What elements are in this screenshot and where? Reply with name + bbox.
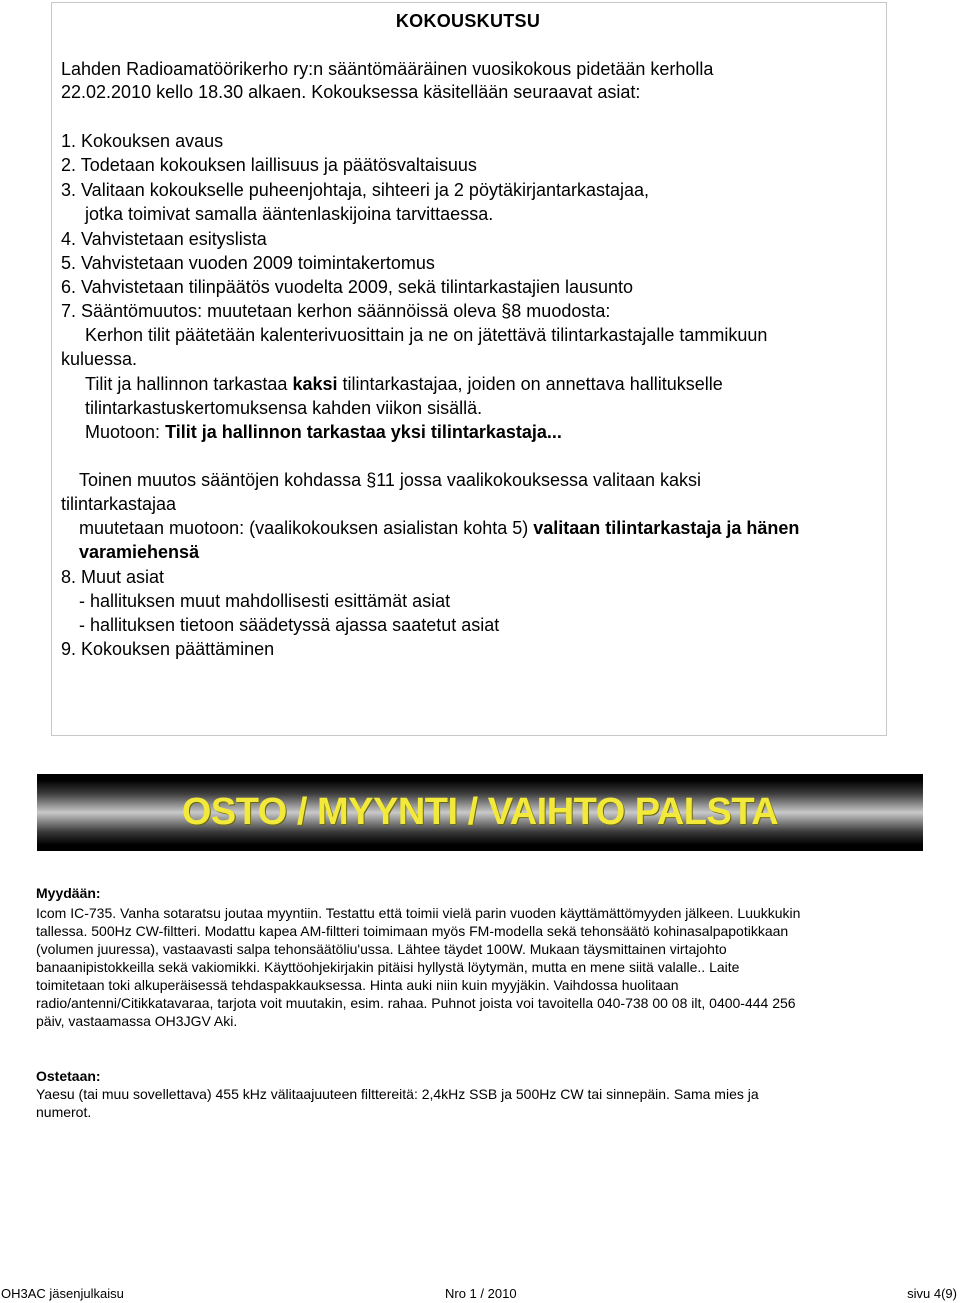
footer-publication: OH3AC jäsenjulkaisu	[1, 1286, 124, 1301]
myydaan-line-5: toimitetaan toki alkuperäisessä tehdaspakkauksessa. Hinta auki niin kuin myyjäkin. Vaihdossa huolitaan	[36, 977, 679, 993]
agenda-item-5: 5. Vahvistetaan vuoden 2009 toimintakertomus	[61, 253, 435, 273]
agenda-item-2: 2. Todetaan kokouksen laillisuus ja päätösvaltaisuus	[61, 155, 477, 175]
classifieds-banner	[37, 774, 923, 851]
myydaan-line-6: radio/antenni/Citikkatavaraa, tarjota voit muutakin, esim. rahaa. Puhnot joista voi tavoitella 040-738 00 08 ilt, 0400-444 256	[36, 995, 796, 1011]
agenda-item-8-a: - hallituksen muut mahdollisesti esittämät asiat	[79, 591, 451, 611]
intro-line-1: Lahden Radioamatöörikerho ry:n sääntömääräinen vuosikokous pidetään kerholla	[61, 59, 714, 79]
muutetaan-pre: muutetaan muotoon: (vaalikokouksen asialistan kohta 5)	[79, 518, 534, 538]
myydaan-line-2: tallessa. 500Hz CW-filtteri. Modattu kapea AM-filtteri toimimaan myös FM-modella sekä tehonsäätö kohinasalpapotikkaan	[36, 923, 789, 939]
agenda-item-3-cont: jotka toimivat samalla ääntenlaskijoina tarvittaessa.	[85, 204, 494, 224]
muotoon-pre: Muotoon:	[85, 422, 166, 442]
myydaan-line-1: Icom IC-735. Vanha sotaratsu joutaa myyntiin. Testattu että toimii vielä parin vuoden käyttämättömyyden jälkeen. Luukkukin	[36, 905, 801, 921]
footer-issue: Nro 1 / 2010	[445, 1286, 517, 1301]
ostetaan-line-2: numerot.	[36, 1104, 92, 1120]
tilit-line-2: tilintarkastuskertomuksensa kahden viikon sisällä.	[85, 398, 483, 418]
toinen-line-2: tilintarkastajaa	[61, 494, 177, 514]
agenda-item-3: 3. Valitaan kokoukselle puheenjohtaja, sihteeri ja 2 pöytäkirjantarkastajaa,	[61, 180, 650, 200]
myydaan-line-7: päiv, vastaamassa OH3JGV Aki.	[36, 1013, 238, 1029]
myydaan-heading: Myydään:	[36, 885, 101, 901]
agenda-item-7-old-rule-cont: kuluessa.	[61, 349, 138, 369]
muutetaan-bold-cont: varamiehensä	[79, 542, 200, 562]
intro-line-2: 22.02.2010 kello 18.30 alkaen. Kokouksessa käsitellään seuraavat asiat:	[61, 82, 641, 102]
tilit-bold: kaksi	[292, 374, 338, 394]
classifieds-banner-title: OSTO / MYYNTI / VAIHTO PALSTA	[181, 791, 779, 833]
myydaan-line-3: (volumen juuressa), vastaavasti salpa tehonsäätöliu'ussa. Lähtee täydet 100W. Mukaan täysmittainen virtajohto	[36, 941, 727, 957]
ostetaan-line-1: Yaesu (tai muu sovellettava) 455 kHz välitaajuuteen filttereitä: 2,4kHz SSB ja 500Hz CW tai sinnepäin. Sama mies ja	[36, 1086, 759, 1102]
tilit-line-1	[85, 373, 723, 395]
notice-title: KOKOUSKUTSU	[395, 11, 541, 31]
agenda-item-8: 8. Muut asiat	[61, 567, 165, 587]
agenda-item-1: 1. Kokouksen avaus	[61, 131, 224, 151]
muutetaan-bold: valitaan tilintarkastaja ja hänen	[533, 518, 800, 538]
agenda-item-7-old-rule: Kerhon tilit päätetään kalenterivuosittain ja ne on jätettävä tilintarkastajalle tammikuun	[85, 325, 768, 345]
ostetaan-heading: Ostetaan:	[36, 1068, 101, 1084]
muotoon-bold: Tilit ja hallinnon tarkastaa yksi tilintarkastaja...	[165, 422, 562, 442]
agenda-item-9: 9. Kokouksen päättäminen	[61, 639, 275, 659]
agenda-item-4: 4. Vahvistetaan esityslista	[61, 229, 267, 249]
muotoon-line	[85, 421, 562, 443]
agenda-item-7: 7. Sääntömuutos: muutetaan kerhon säännöissä oleva §8 muodosta:	[61, 301, 611, 321]
agenda-item-8-b: - hallituksen tietoon säädetyssä ajassa saatetut asiat	[79, 615, 500, 635]
tilit-pre: Tilit ja hallinnon tarkastaa	[85, 374, 293, 394]
tilit-post: tilintarkastajaa, joiden on annettava hallitukselle	[337, 374, 723, 394]
agenda-item-6: 6. Vahvistetaan tilinpäätös vuodelta 2009, sekä tilintarkastajien lausunto	[61, 277, 634, 297]
muutetaan-line	[79, 517, 799, 539]
toinen-line-1: Toinen muutos sääntöjen kohdassa §11 jossa vaalikokouksessa valitaan kaksi	[79, 470, 702, 490]
myydaan-line-4: banaanipistokkeilla sekä vakiomikki. Käyttöohjekirjakin pitäisi hyllystä löytymän, mutta en mene siitä valalle.. Laite	[36, 959, 740, 975]
footer-page: sivu 4(9)	[907, 1286, 957, 1301]
